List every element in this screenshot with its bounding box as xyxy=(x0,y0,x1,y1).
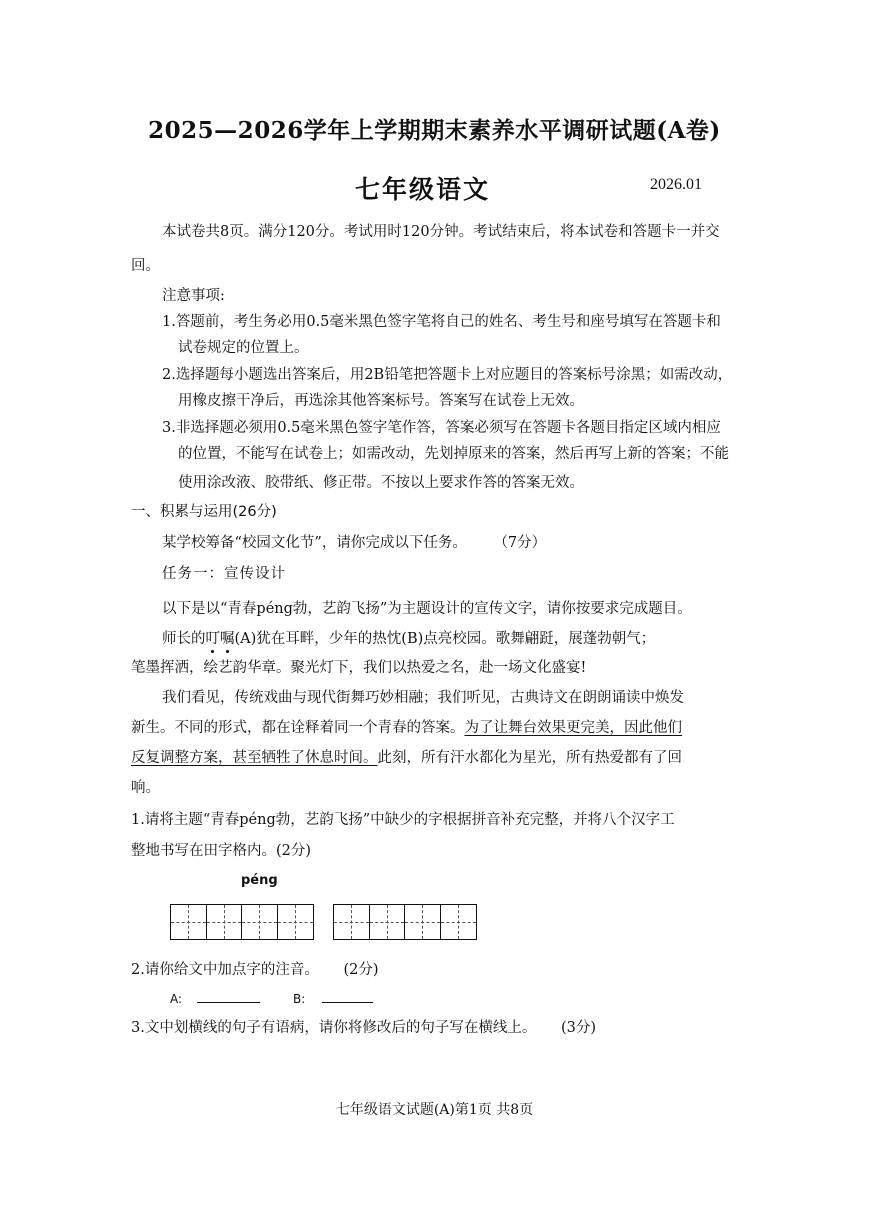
question-2-text: 2.请你给文中加点字的注音。 xyxy=(131,962,319,978)
question-3-score: (3分) xyxy=(560,1020,596,1036)
tianzi-cell[interactable] xyxy=(171,905,207,939)
exam-title: 2025—2026学年上学期期末素养水平调研试题(A卷) xyxy=(148,117,721,144)
intro-line-2: 回。 xyxy=(131,258,160,274)
note-3-line-3: 使用涂改液、胶带纸、修正带。不按以上要求作答的答案无效。 xyxy=(178,475,584,491)
passage-p1-line-2: 笔墨挥洒，绘艺韵华章。聚光灯下，我们以热爱之名，赴一场文化盛宴! xyxy=(131,660,587,676)
dotted-char-b: 嘱 xyxy=(220,631,235,647)
tianzi-grid-1[interactable] xyxy=(170,904,314,940)
intro-line-1: 本试卷共8页。满分120分。考试用时120分钟。考试结束后，将本试卷和答题卡一并交 xyxy=(162,224,720,240)
question-2 xyxy=(131,960,379,980)
tianzi-cell[interactable] xyxy=(441,905,477,939)
context-text xyxy=(162,533,546,553)
passage-text: 新生。不同的形式，都在诠释着同一个青春的答案。 xyxy=(131,720,465,736)
question-3 xyxy=(131,1018,596,1038)
page-footer: 七年级语文试题(A)第1页 共8页 xyxy=(335,1102,534,1118)
note-1-line-2: 试卷规定的位置上。 xyxy=(178,340,309,356)
passage-p2-line-1: 我们看见，传统戏曲与现代街舞巧妙相融；我们听见，古典诗文在朗朗诵读中焕发 xyxy=(162,690,684,706)
task-1-title: 任务一：宣传设计 xyxy=(162,566,286,582)
question-1-line-2: 整地书写在田字格内。(2分) xyxy=(131,843,312,859)
passage-p2-line-2 xyxy=(131,718,682,738)
context-sentence: 某学校筹备“校园文化节”，请你完成以下任务。 xyxy=(162,535,467,551)
question-1-line-1: 1.请将主题“青春péng勃，艺韵飞扬”中缺少的字根据拼音补充完整，并将八个汉字工 xyxy=(131,812,675,828)
notes-title: 注意事项: xyxy=(162,288,225,304)
underlined-sentence: 反复调整方案，甚至牺牲了休息时间。 xyxy=(131,750,378,766)
passage-p2-line-4: 响。 xyxy=(131,780,160,796)
tianzi-cell[interactable] xyxy=(370,905,406,939)
tianzi-grid-2[interactable] xyxy=(333,904,477,940)
question-3-text: 3.文中划横线的句子有语病，请你将修改后的句子写在横线上。 xyxy=(131,1020,537,1036)
tianzi-cell[interactable] xyxy=(278,905,314,939)
context-score: （7分） xyxy=(493,535,547,551)
passage-p1-line-1 xyxy=(162,629,655,649)
question-2-score: (2分) xyxy=(343,962,379,978)
passage-text: (A)犹在耳畔，少年的热忱(B)点亮校园。歌舞翩跹，展蓬勃朝气； xyxy=(234,631,656,647)
passage-text: 师长的 xyxy=(162,631,206,647)
blank-a-line[interactable] xyxy=(197,1002,260,1003)
tianzi-cell[interactable] xyxy=(334,905,370,939)
tianzi-cell[interactable] xyxy=(242,905,278,939)
note-3-line-2: 的位置，不能写在试卷上；如需改动，先划掉原来的答案，然后再写上新的答案；不能 xyxy=(178,446,729,462)
blank-b-line[interactable] xyxy=(322,1002,373,1003)
exam-date: 2026.01 xyxy=(650,176,702,193)
blank-a-label: A: xyxy=(170,992,183,1006)
note-3-line-1: 3.非选择题必须用0.5毫米黑色签字笔作答，答案必须写在答题卡各题目指定区域内相应 xyxy=(162,420,721,436)
dotted-char-a: 叮 xyxy=(205,631,220,647)
tianzi-cell[interactable] xyxy=(405,905,441,939)
section-1-title: 一、积累与运用(26分) xyxy=(131,504,277,520)
note-2-line-1: 2.选择题每小题选出答案后，用2B铅笔把答题卡上对应题目的答案标号涂黑；如需改动， xyxy=(162,367,733,383)
blank-b-label: B: xyxy=(293,992,306,1006)
note-2-line-2: 用橡皮擦干净后，再选涂其他答案标号。答案写在试卷上无效。 xyxy=(178,393,584,409)
passage-p2-line-3 xyxy=(131,748,682,768)
subject-title: 七年级语文 xyxy=(355,175,491,204)
task-intro: 以下是以“青春péng勃，艺韵飞扬”为主题设计的宣传文字，请你按要求完成题目。 xyxy=(162,601,692,617)
tianzi-cell[interactable] xyxy=(207,905,243,939)
pinyin-hint: péng xyxy=(241,873,278,888)
note-1-line-1: 1.答题前，考生务必用0.5毫米黑色签字笔将自己的姓名、考生号和座号填写在答题卡和 xyxy=(162,314,721,330)
underlined-sentence: 为了让舞台效果更完美，因此他们 xyxy=(464,720,682,736)
passage-text: 此刻，所有汗水都化为星光，所有热爱都有了回 xyxy=(377,750,682,766)
